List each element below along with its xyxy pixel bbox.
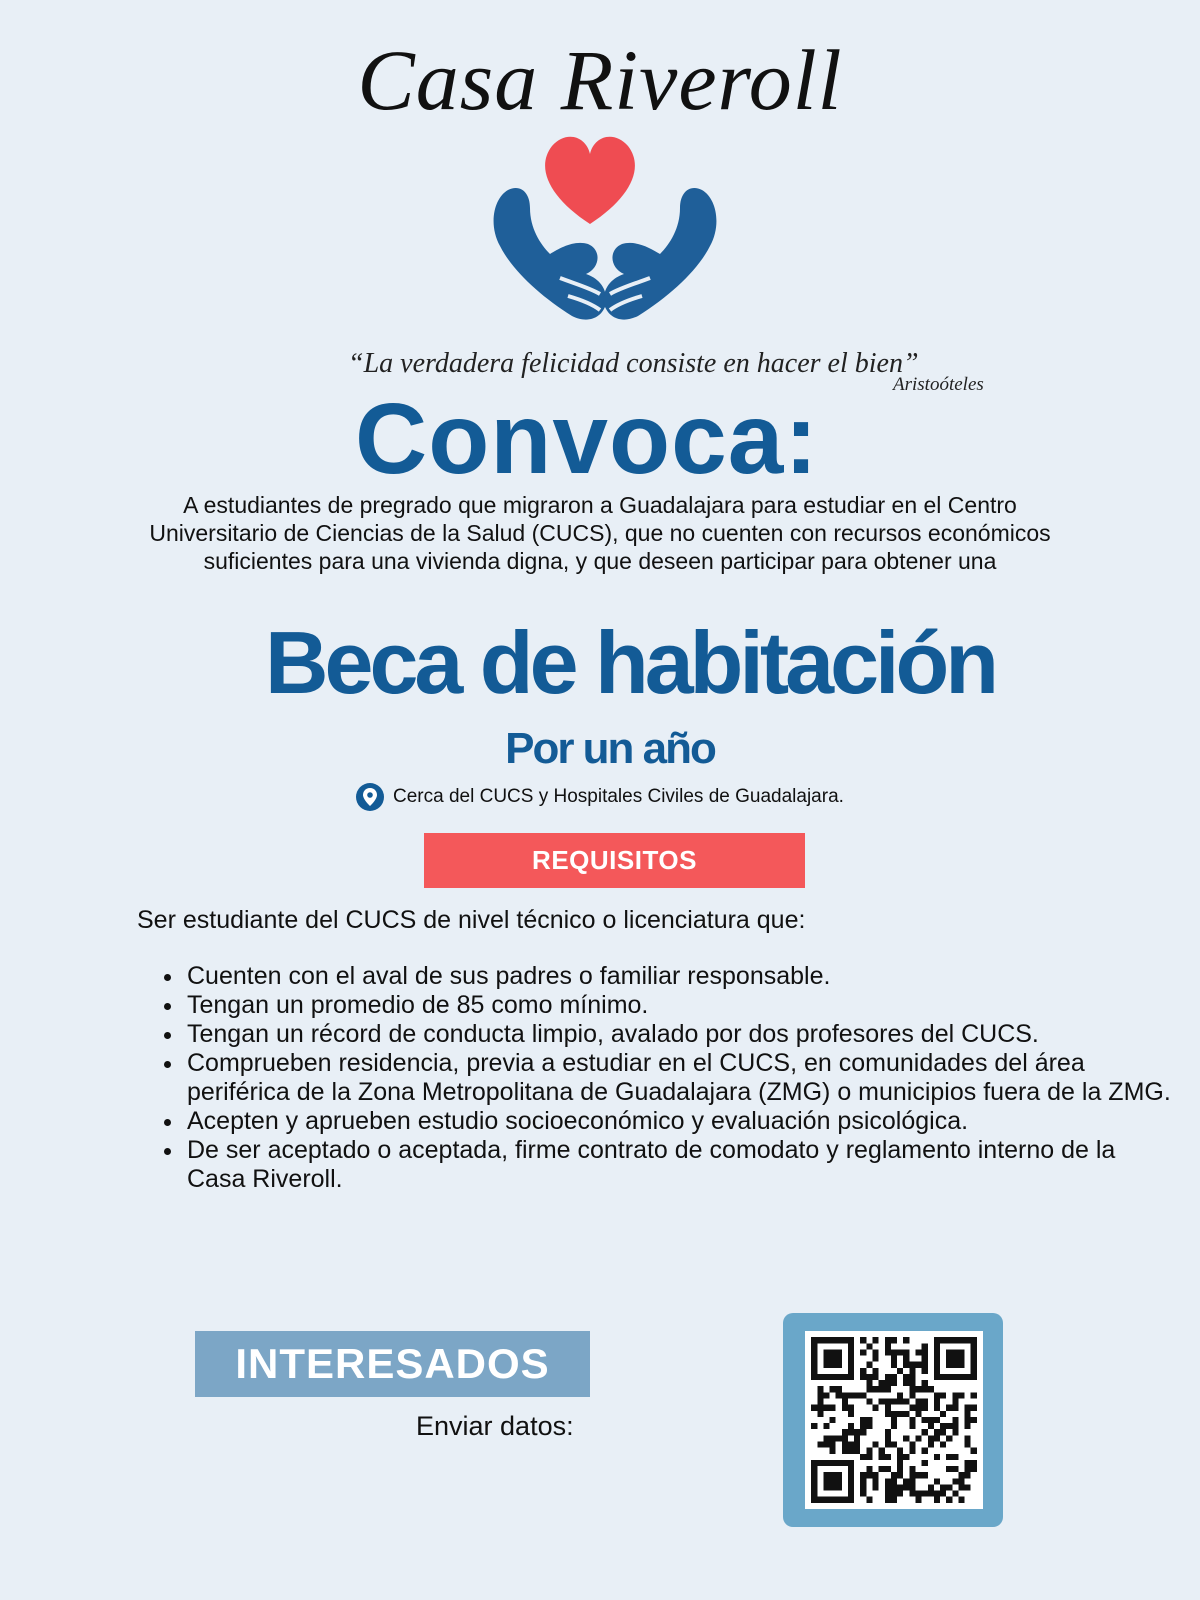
requirements-lead: Ser estudiante del CUCS de nivel técnico o licenciatura que: (137, 906, 806, 934)
heart-icon (545, 137, 635, 224)
scholarship-period: Por un año (505, 724, 715, 773)
map-pin-icon (355, 782, 385, 812)
heart-hands-logo (490, 128, 720, 328)
location-text: Cerca del CUCS y Hospitales Civiles de Guadalajara. (393, 786, 844, 807)
send-data-label: Enviar datos: (416, 1411, 574, 1441)
headline: Convoca: (355, 383, 819, 495)
location-line (355, 782, 844, 812)
qr-code-icon[interactable] (805, 1331, 983, 1509)
list-item: • De ser aceptado o aceptada, firme contrato de comodato y reglamento interno de la Casa Riveroll. (185, 1136, 1175, 1194)
quote-text: “La verdadera felicidad consiste en hacer el bien” (348, 348, 919, 379)
right-hand-icon (604, 188, 717, 320)
list-item: • Comprueben residencia, previa a estudiar en el CUCS, en comunidades del área periférica de la Zona Metropolitana de Guadalajara (ZMG) o municipios fuera de la ZMG. (185, 1049, 1175, 1107)
intro-paragraph: A estudiantes de pregrado que migraron a Guadalajara para estudiar en el Centro Universitario de Ciencias de la Salud (CUCS), que no cuenten con recursos económicos suficientes para una vivienda digna, y que deseen participar para obtener una (149, 492, 1051, 574)
brand-title: Casa Riveroll (357, 32, 843, 128)
list-item: • Acepten y aprueben estudio socioeconómico y evaluación psicológica. (185, 1107, 1175, 1136)
quote-author: Aristoóteles (893, 374, 984, 395)
interested-banner: INTERESADOS (195, 1331, 590, 1397)
scholarship-title: Beca de habitación (264, 613, 995, 712)
list-item: • Tengan un promedio de 85 como mínimo. (185, 991, 1175, 1020)
requirements-list (137, 962, 1175, 1194)
requirements-banner: REQUISITOS (424, 833, 805, 888)
list-item: • Tengan un récord de conducta limpio, avalado por dos profesores del CUCS. (185, 1020, 1175, 1049)
list-item: • Cuenten con el aval de sus padres o familiar responsable. (185, 962, 1175, 991)
qr-code-card[interactable] (783, 1313, 1003, 1527)
